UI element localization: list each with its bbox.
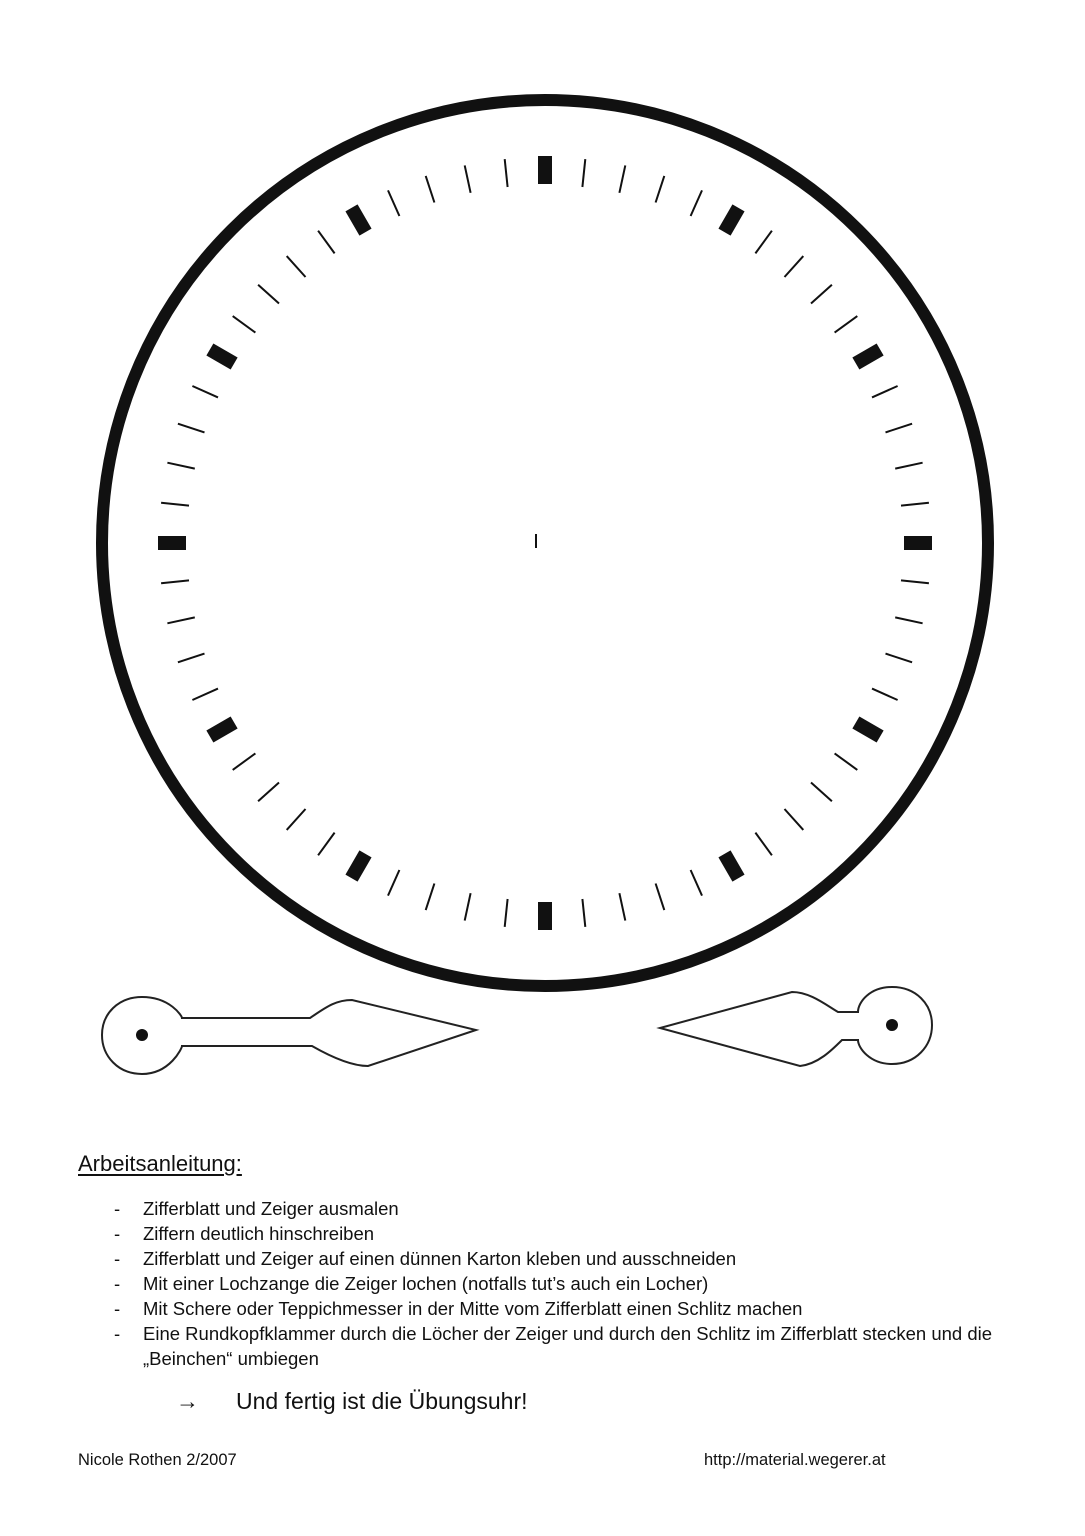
hour-marker: [904, 536, 932, 550]
instruction-step: - Mit Schere oder Teppichmesser in der Mitte vom Zifferblatt einen Schlitz machen: [110, 1296, 1030, 1321]
minute-tick: [167, 463, 194, 469]
minute-tick: [656, 176, 665, 203]
minute-tick: [465, 165, 471, 192]
minute-tick: [582, 159, 585, 187]
minute-tick: [388, 870, 399, 896]
hour-marker: [206, 716, 237, 742]
minute-tick: [895, 463, 922, 469]
minute-tick: [656, 884, 665, 911]
minute-tick: [811, 783, 832, 802]
minute-tick: [755, 231, 772, 254]
minute-tick: [785, 256, 804, 277]
footer-url: http://material.wegerer.at: [704, 1451, 886, 1469]
minute-tick: [505, 159, 508, 187]
instructions-title: Arbeitsanleitung:: [78, 1151, 242, 1176]
minute-tick: [811, 285, 832, 304]
minute-tick: [178, 654, 205, 663]
minute-tick: [318, 231, 335, 254]
minute-tick: [872, 386, 898, 397]
hour-hand-hole: [136, 1029, 148, 1041]
minute-tick: [895, 617, 922, 623]
minute-tick: [755, 833, 772, 856]
minute-tick: [886, 424, 913, 433]
minute-hand-hole: [886, 1019, 898, 1031]
minute-tick: [426, 884, 435, 911]
result-text: Und fertig ist die Übungsuhr!: [236, 1388, 528, 1414]
instructions-list: [110, 1196, 1030, 1371]
minute-tick: [691, 870, 702, 896]
minute-tick: [901, 580, 929, 583]
minute-tick: [258, 285, 279, 304]
minute-tick: [835, 753, 858, 770]
minute-tick: [318, 833, 335, 856]
minute-tick: [287, 809, 306, 830]
minute-tick: [192, 689, 218, 700]
hour-marker: [538, 156, 552, 184]
arrow-right-icon: →: [176, 1388, 199, 1414]
instruction-step: - Ziffern deutlich hinschreiben: [110, 1221, 1030, 1246]
hour-marker: [538, 902, 552, 930]
minute-tick: [785, 809, 804, 830]
minute-tick: [872, 689, 898, 700]
hour-marker: [345, 850, 371, 881]
clock-face-rim: [102, 100, 988, 986]
minute-tick: [505, 899, 508, 927]
instruction-step: - Eine Rundkopfklammer durch die Löcher der Zeiger und durch den Schlitz im Zifferblatt stecken und die „Beinchen“ umbiegen: [110, 1321, 1030, 1371]
minute-tick: [167, 617, 194, 623]
minute-tick: [901, 503, 929, 506]
instruction-step: - Zifferblatt und Zeiger ausmalen: [110, 1196, 1030, 1221]
minute-tick: [161, 503, 189, 506]
clock-face-ticks: [158, 156, 932, 930]
minute-tick: [426, 176, 435, 203]
minute-tick: [258, 783, 279, 802]
minute-tick: [192, 386, 218, 397]
minute-tick: [233, 316, 256, 333]
hour-marker: [852, 716, 883, 742]
minute-tick: [161, 580, 189, 583]
minute-tick: [886, 654, 913, 663]
hour-marker: [158, 536, 186, 550]
hour-hand: [102, 997, 476, 1074]
hour-marker: [206, 343, 237, 369]
minute-tick: [835, 316, 858, 333]
hour-marker: [852, 343, 883, 369]
minute-tick: [178, 424, 205, 433]
instruction-step: - Mit einer Lochzange die Zeiger lochen (notfalls tut’s auch ein Locher): [110, 1271, 1030, 1296]
footer-author: Nicole Rothen 2/2007: [78, 1451, 237, 1469]
instruction-step: - Zifferblatt und Zeiger auf einen dünnen Karton kleben und ausschneiden: [110, 1246, 1030, 1271]
minute-tick: [287, 256, 306, 277]
minute-tick: [619, 893, 625, 920]
minute-tick: [582, 899, 585, 927]
hour-marker: [345, 204, 371, 235]
minute-tick: [691, 190, 702, 216]
result-line: [176, 1388, 528, 1415]
minute-tick: [619, 165, 625, 192]
minute-tick: [388, 190, 399, 216]
hour-marker: [718, 204, 744, 235]
minute-tick: [465, 893, 471, 920]
minute-tick: [233, 753, 256, 770]
minute-hand: [660, 987, 932, 1066]
hour-marker: [718, 850, 744, 881]
